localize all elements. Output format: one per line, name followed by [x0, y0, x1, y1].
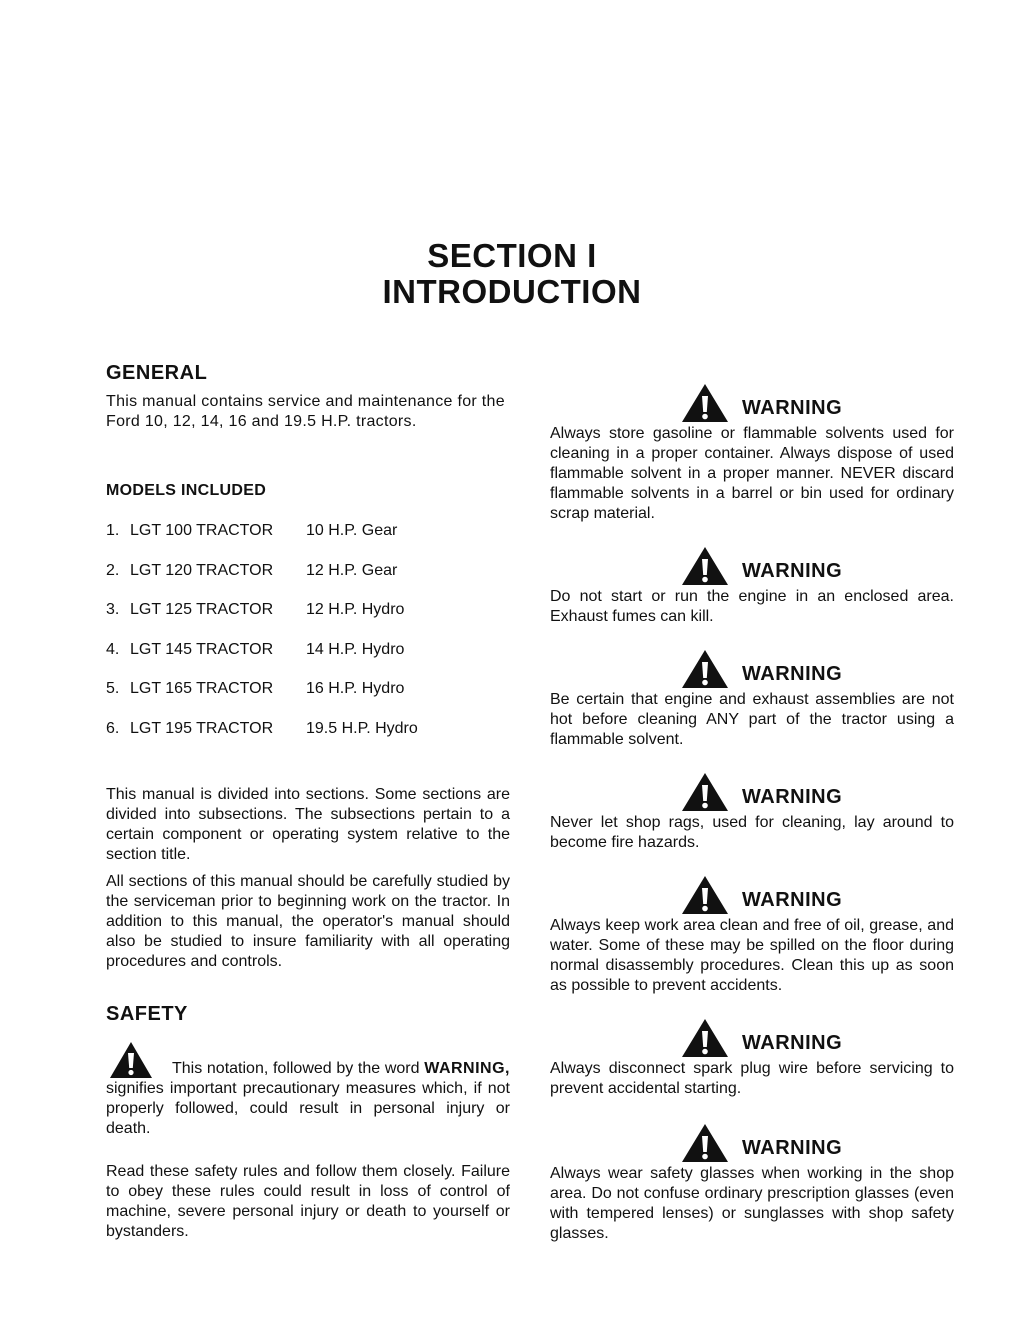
safety-notation-text: This notation, followed by the word WARNING, signifies important precautionary measures which, if not properly followed, could result in personal injury or death.: [106, 1060, 510, 1137]
models-heading: MODELS INCLUDED: [106, 482, 267, 499]
warning-block: [550, 382, 954, 524]
warning-block: [550, 1017, 954, 1099]
warning-text: Always disconnect spark plug wire before servicing to prevent accidental starting.: [550, 1060, 954, 1097]
warning-label: WARNING: [742, 663, 843, 685]
warning-triangle-icon: [680, 382, 730, 424]
warning-label: WARNING: [742, 1137, 843, 1159]
warning-triangle-icon: [680, 648, 730, 690]
safety-rules-text: Read these safety rules and follow them closely. Failure to obey these rules could result in loss of control of machine, severe personal injury or death to yourself or bystanders.: [106, 1163, 510, 1240]
general-text: This manual contains service and maintenance for the Ford 10, 12, 14, 16 and 19.5 H.P. tractors.: [106, 393, 505, 430]
models-list: [106, 521, 510, 759]
section-name: INTRODUCTION: [382, 273, 642, 310]
section-number: SECTION I: [427, 237, 597, 274]
warning-block: [550, 771, 954, 853]
warning-label: WARNING: [742, 560, 843, 582]
warning-triangle-icon: [680, 771, 730, 813]
section-title: [0, 238, 1024, 310]
warning-label: WARNING: [742, 786, 843, 808]
safety-notation: [106, 1040, 510, 1139]
safety-rules: [106, 1162, 510, 1242]
warning-label: WARNING: [742, 889, 843, 911]
warning-block: [550, 545, 954, 627]
warning-block: [550, 1122, 954, 1244]
models-section: [106, 482, 510, 500]
model-item: 6. LGT 195 TRACTOR 19.5 H.P. Hydro: [106, 719, 418, 737]
warning-text: Be certain that engine and exhaust assemblies are not hot before cleaning ANY part of the tractor using a flammable solvent.: [550, 691, 954, 748]
warning-block: [550, 648, 954, 750]
warning-label: WARNING: [742, 397, 843, 419]
warning-triangle-icon: [680, 545, 730, 587]
warning-label: WARNING: [742, 1032, 843, 1054]
warning-triangle-icon: [680, 1122, 730, 1164]
general-section: [106, 362, 510, 432]
warning-text: Always store gasoline or flammable solvents used for cleaning in a proper container. Always dispose of used flammable solvent in a proper manner. NEVER discard flammable solvents in a barrel or bin used for ordinary scrap material.: [550, 425, 954, 522]
model-item: 5. LGT 165 TRACTOR 16 H.P. Hydro: [106, 680, 405, 698]
model-item: 2. LGT 120 TRACTOR 12 H.P. Gear: [106, 561, 398, 579]
warning-block: [550, 874, 954, 996]
body-paragraph-2: All sections of this manual should be carefully studied by the serviceman prior to beginning work on the tractor. In addition to this manual, the operator's manual should also be studied to insure familiarity with all operating procedures and controls.: [106, 873, 510, 970]
model-item: 1. LGT 100 TRACTOR 10 H.P. Gear: [106, 522, 398, 539]
general-heading: GENERAL: [106, 362, 208, 384]
model-item: 4. LGT 145 TRACTOR 14 H.P. Hydro: [106, 640, 405, 658]
warning-text: Always keep work area clean and free of oil, grease, and water. Some of these may be spilled on the floor during normal disassembly procedures. Clean this up as soon as possible to prevent accidents.: [550, 917, 954, 994]
warning-triangle-icon: [680, 1017, 730, 1059]
warning-triangle-icon: [680, 874, 730, 916]
safety-section: [106, 1003, 510, 1026]
model-item: 3. LGT 125 TRACTOR 12 H.P. Hydro: [106, 601, 405, 619]
warning-text: Always wear safety glasses when working in the shop area. Do not confuse ordinary prescription glasses (even with tempered lenses) or sunglasses with shop safety glasses.: [550, 1165, 954, 1242]
body-text: [106, 785, 510, 972]
warning-text: Never let shop rags, used for cleaning, lay around to become fire hazards.: [550, 814, 954, 851]
warning-text: Do not start or run the engine in an enclosed area. Exhaust fumes can kill.: [550, 588, 954, 625]
safety-heading: SAFETY: [106, 1003, 188, 1025]
body-paragraph-1: This manual is divided into sections. Some sections are divided into subsections. The subsections pertain to a certain component or operating system relative to the section title.: [106, 786, 510, 863]
warning-triangle-icon: [108, 1040, 154, 1080]
